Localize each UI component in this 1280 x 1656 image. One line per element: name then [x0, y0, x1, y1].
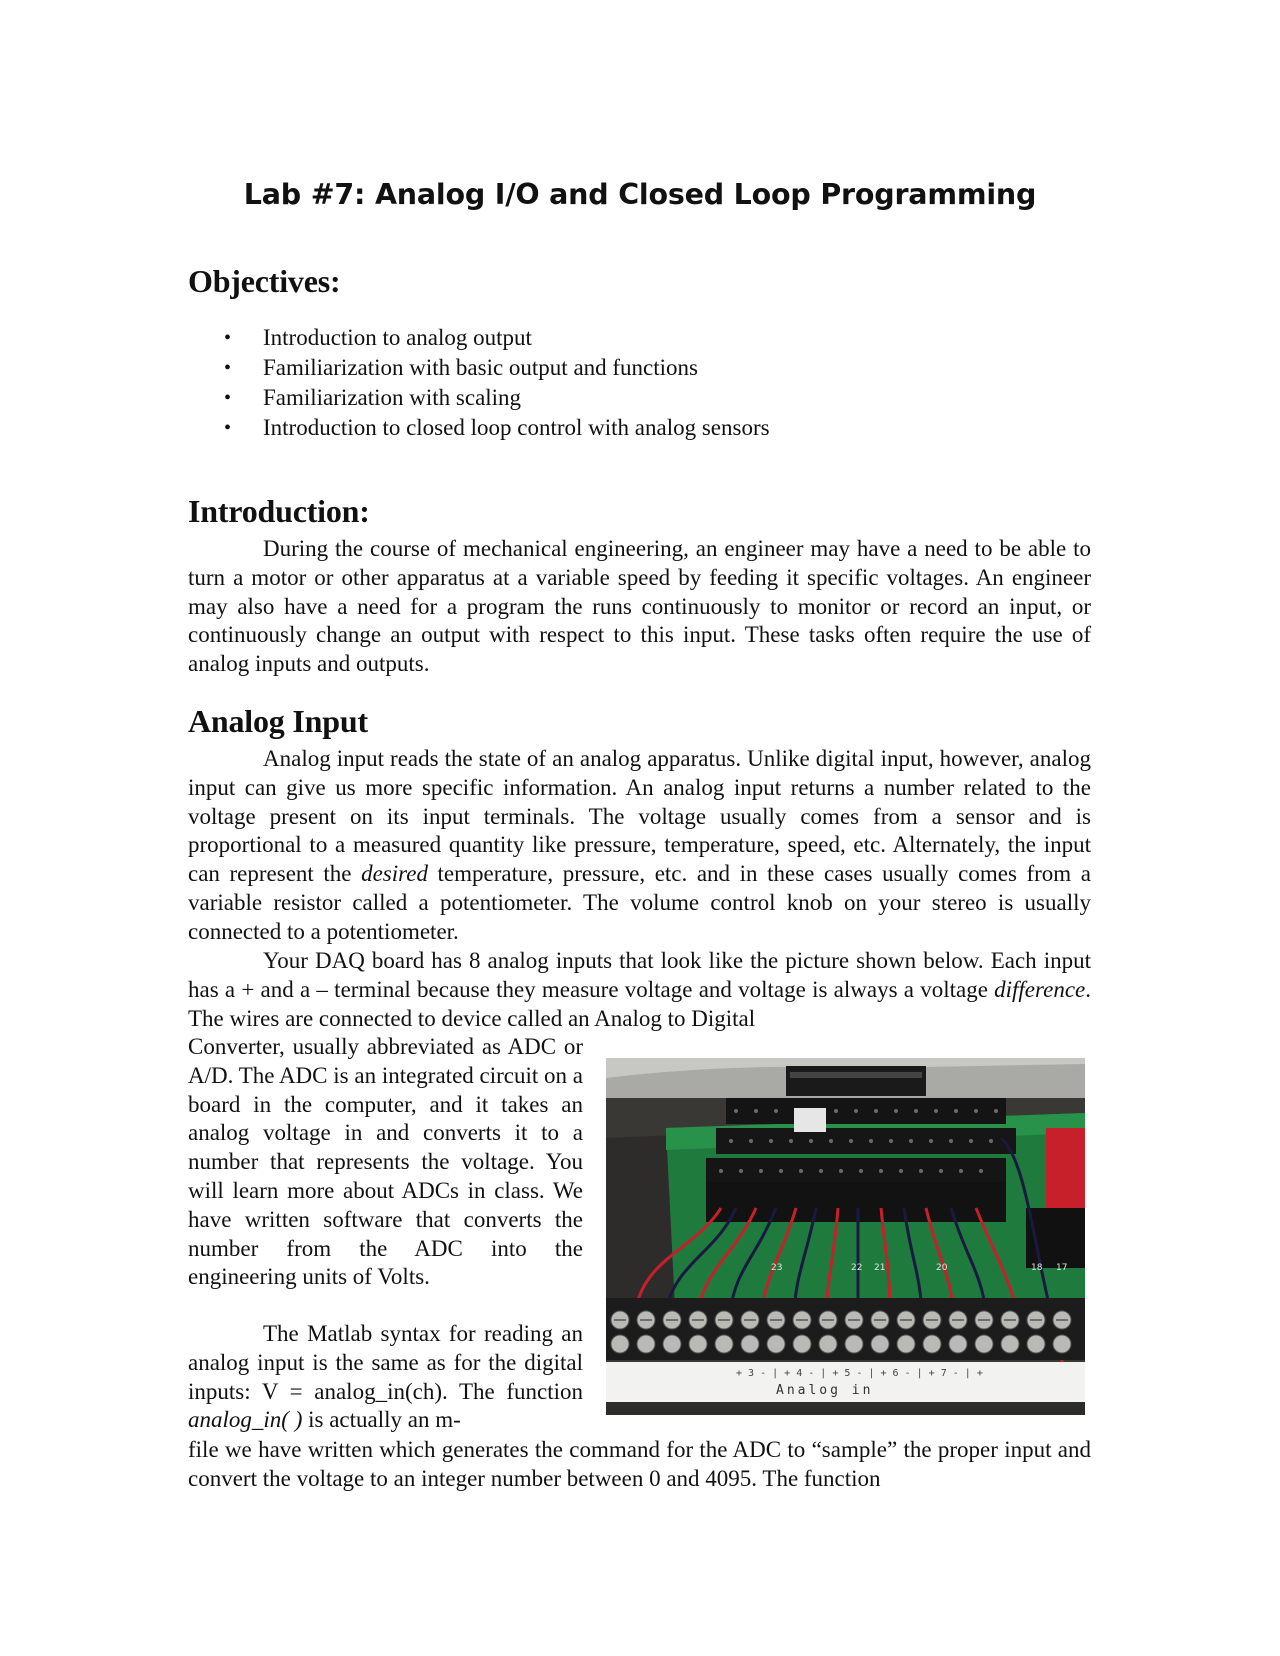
- analog-in-label: Analog in: [776, 1383, 874, 1398]
- list-item: • Introduction to closed loop control with analog sensors: [188, 413, 1088, 443]
- bullet-icon: •: [224, 327, 232, 349]
- list-item: • Familiarization with scaling: [188, 383, 1088, 413]
- analog-input-paragraph-3: The Matlab syntax for reading an analog input is the same as for the digital inputs: V = analog_in(ch). The function analog_in( ) is actually an m-: [188, 1321, 583, 1433]
- introduction-heading: Introduction:: [188, 493, 370, 529]
- analog-input-paragraph-1: Analog input reads the state of an analog apparatus. Unlike digital input, however, analog input can give us more specific information. An analog input returns a number related to the voltage present on its input terminals. The voltage usually comes from a sensor and is proportional to a measured quantity like pressure, temperature, speed, etc. Alternately, the input can represent the desired temperature, pressure, etc. and in these cases usually comes from a variable resistor called a potentiometer. The volume control knob on your stereo is usually connected to a potentiometer.: [188, 746, 1091, 944]
- terminal-labels: + 3 - | + 4 - | + 5 - | + 6 - | + 7 - | +: [736, 1368, 983, 1379]
- board-number: 23: [771, 1263, 783, 1273]
- analog-input-heading: Analog Input: [188, 703, 368, 739]
- list-item: • Familiarization with basic output and functions: [188, 353, 1088, 383]
- analog-input-paragraph-2-wrap: Converter, usually abbreviated as ADC or A/D. The ADC is an integrated circuit on a board in the computer, and it takes an analog voltage in and converts it to a number that represents the voltage. You will learn more about ADCs in class. We have written software that converts the number from the ADC into the engineering units of Volts.: [188, 1034, 583, 1290]
- board-number: 21: [874, 1263, 886, 1273]
- bullet-icon: •: [224, 357, 232, 379]
- board-number: 18: [1031, 1263, 1043, 1273]
- objectives-heading: Objectives:: [188, 263, 341, 299]
- analog-input-paragraph-2: Your DAQ board has 8 analog inputs that look like the picture shown below. Each input has a + and a – terminal because they measure voltage and voltage is always a voltage difference. The wires are connected to device called an Analog to Digital: [188, 948, 1091, 1031]
- bullet-icon: •: [224, 417, 232, 439]
- daq-board-photo: [606, 1058, 1085, 1415]
- analog-input-paragraph-3-continued: file we have written which generates the command for the ADC to “sample” the proper input and convert the voltage to an integer number between 0 and 4095. The function: [188, 1437, 1091, 1491]
- bullet-icon: •: [224, 387, 232, 409]
- objectives-list: [188, 323, 1088, 443]
- board-number: 20: [936, 1263, 948, 1273]
- introduction-paragraph: During the course of mechanical engineering, an engineer may have a need to be able to turn a motor or other apparatus at a variable speed by feeding it specific voltages. An engineer may also have a need for a program the runs continuously to monitor or record an input, or continuously change an output with respect to this input. These tasks often require the use of analog inputs and outputs.: [188, 536, 1091, 677]
- board-number: 22: [851, 1263, 863, 1273]
- board-number: 17: [1056, 1263, 1068, 1273]
- daq-board-illustration: [606, 1058, 1085, 1415]
- list-item: • Introduction to analog output: [188, 323, 1088, 353]
- page-title: Lab #7: Analog I/O and Closed Loop Programming: [243, 178, 1037, 211]
